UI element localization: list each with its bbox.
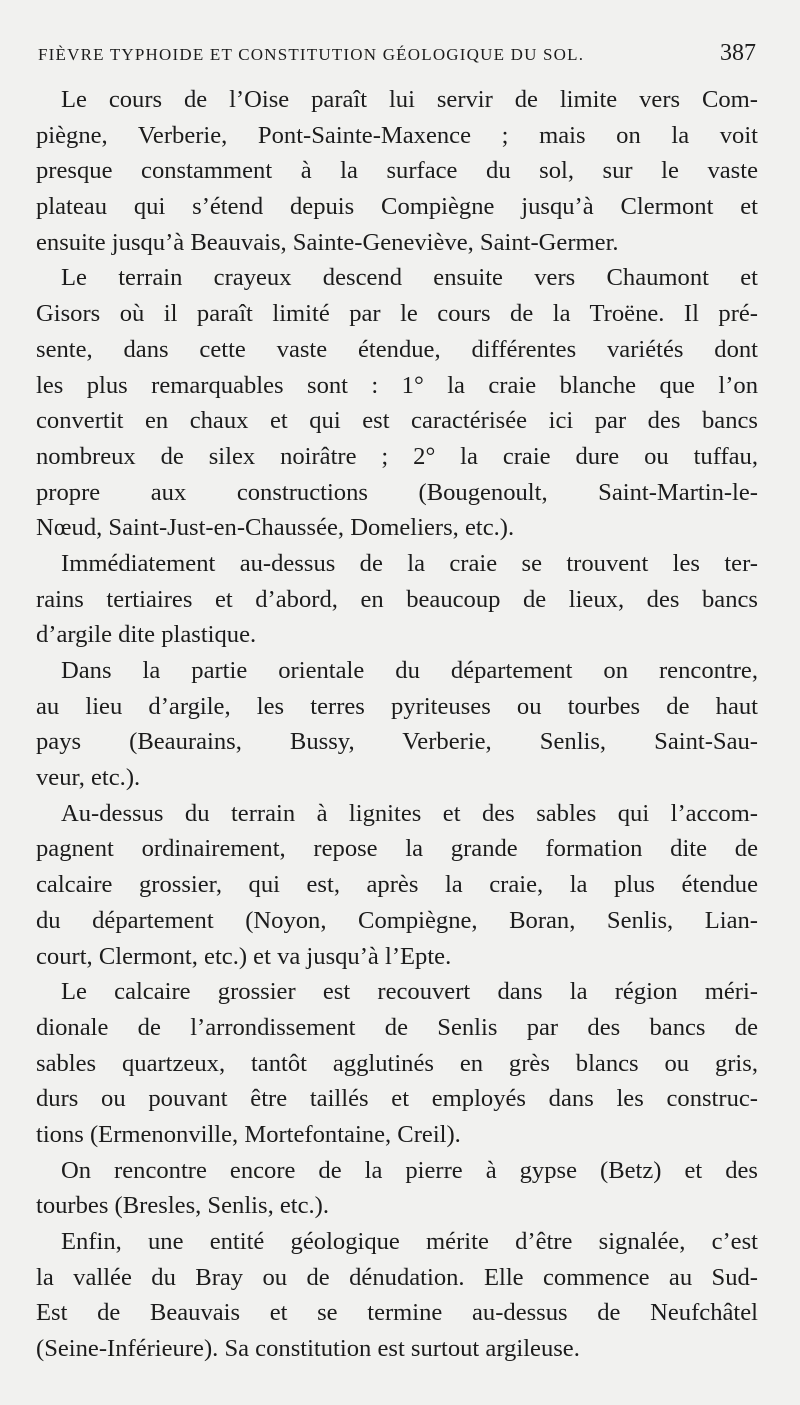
- text-line: tions (Ermenonville, Mortefontaine, Creil).: [36, 1120, 461, 1148]
- text-line: tourbes (Bresles, Senlis, etc.).: [36, 1192, 330, 1220]
- text-line: la vallée du Bray ou de dénudation. Elle commence au Sud-: [36, 1263, 758, 1291]
- text-line: Gisors où il paraît limité par le cours de la Troëne. Il pré-: [36, 300, 758, 328]
- text-line: dionale de l’arrondissement de Senlis par des bancs de: [36, 1013, 758, 1041]
- text-line: calcaire grossier, qui est, après la craie, la plus étendue: [36, 871, 758, 899]
- text-line: presque constamment à la surface du sol, sur le vaste: [36, 157, 758, 185]
- text-line: au lieu d’argile, les terres pyriteuses ou tourbes de haut: [36, 692, 758, 720]
- text-line: Le calcaire grossier est recouvert dans la région méri-: [61, 978, 758, 1006]
- text-line: Est de Beauvais et se termine au-dessus de Neufchâtel: [36, 1299, 758, 1327]
- text-line: pays (Beaurains, Bussy, Verberie, Senlis, Saint-Sau-: [36, 728, 758, 756]
- text-line: sables quartzeux, tantôt agglutinés en grès blancs ou gris,: [36, 1049, 758, 1077]
- page-number: 387: [720, 40, 756, 66]
- text-line: sente, dans cette vaste étendue, différentes variétés dont: [36, 335, 758, 363]
- text-line: rains tertiaires et d’abord, en beaucoup de lieux, des bancs: [36, 585, 758, 613]
- text-line: court, Clermont, etc.) et va jusqu’à l’Epte.: [36, 942, 452, 970]
- text-line: plateau qui s’étend depuis Compiègne jusqu’à Clermont et: [36, 193, 758, 221]
- text-line: nombreux de silex noirâtre ; 2° la craie dure ou tuffau,: [36, 442, 758, 470]
- text-line: convertit en chaux et qui est caractérisée ici par des bancs: [36, 407, 758, 435]
- text-line: ensuite jusqu’à Beauvais, Sainte-Geneviève, Saint-Germer.: [36, 228, 619, 256]
- running-title: FIÈVRE TYPHOIDE ET CONSTITUTION GÉOLOGIQUE DU SOL.: [38, 45, 585, 64]
- text-line: d’argile dite plastique.: [36, 621, 257, 649]
- body-text: [36, 82, 758, 1367]
- text-line: piègne, Verberie, Pont-Sainte-Maxence ; mais on la voit: [36, 121, 758, 149]
- text-line: Au-dessus du terrain à lignites et des sables qui l’accom-: [61, 799, 758, 827]
- text-line: Nœud, Saint-Just-en-Chaussée, Domeliers, etc.).: [36, 514, 515, 542]
- text-line: Le terrain crayeux descend ensuite vers Chaumont et: [61, 264, 758, 292]
- text-line: On rencontre encore de la pierre à gypse (Betz) et des: [61, 1156, 758, 1184]
- running-head: [38, 40, 756, 70]
- text-line: Le cours de l’Oise paraît lui servir de limite vers Com-: [61, 86, 758, 113]
- text-line: Enfin, une entité géologique mérite d’être signalée, c’est: [61, 1228, 758, 1255]
- text-line: pagnent ordinairement, repose la grande formation dite de: [36, 835, 758, 863]
- text-line: veur, etc.).: [36, 764, 141, 792]
- text-line: Immédiatement au-dessus de la craie se trouvent les ter-: [61, 549, 758, 577]
- text-line: (Seine-Inférieure). Sa constitution est surtout argileuse.: [36, 1335, 580, 1363]
- text-line: les plus remarquables sont : 1° la craie blanche que l’on: [36, 371, 758, 399]
- text-line: durs ou pouvant être taillés et employés dans les construc-: [36, 1085, 758, 1113]
- text-line: propre aux constructions (Bougenoult, Saint-Martin-le-: [36, 478, 758, 506]
- text-line: Dans la partie orientale du département on rencontre,: [61, 657, 758, 684]
- text-line: du département (Noyon, Compiègne, Boran, Senlis, Lian-: [36, 906, 758, 934]
